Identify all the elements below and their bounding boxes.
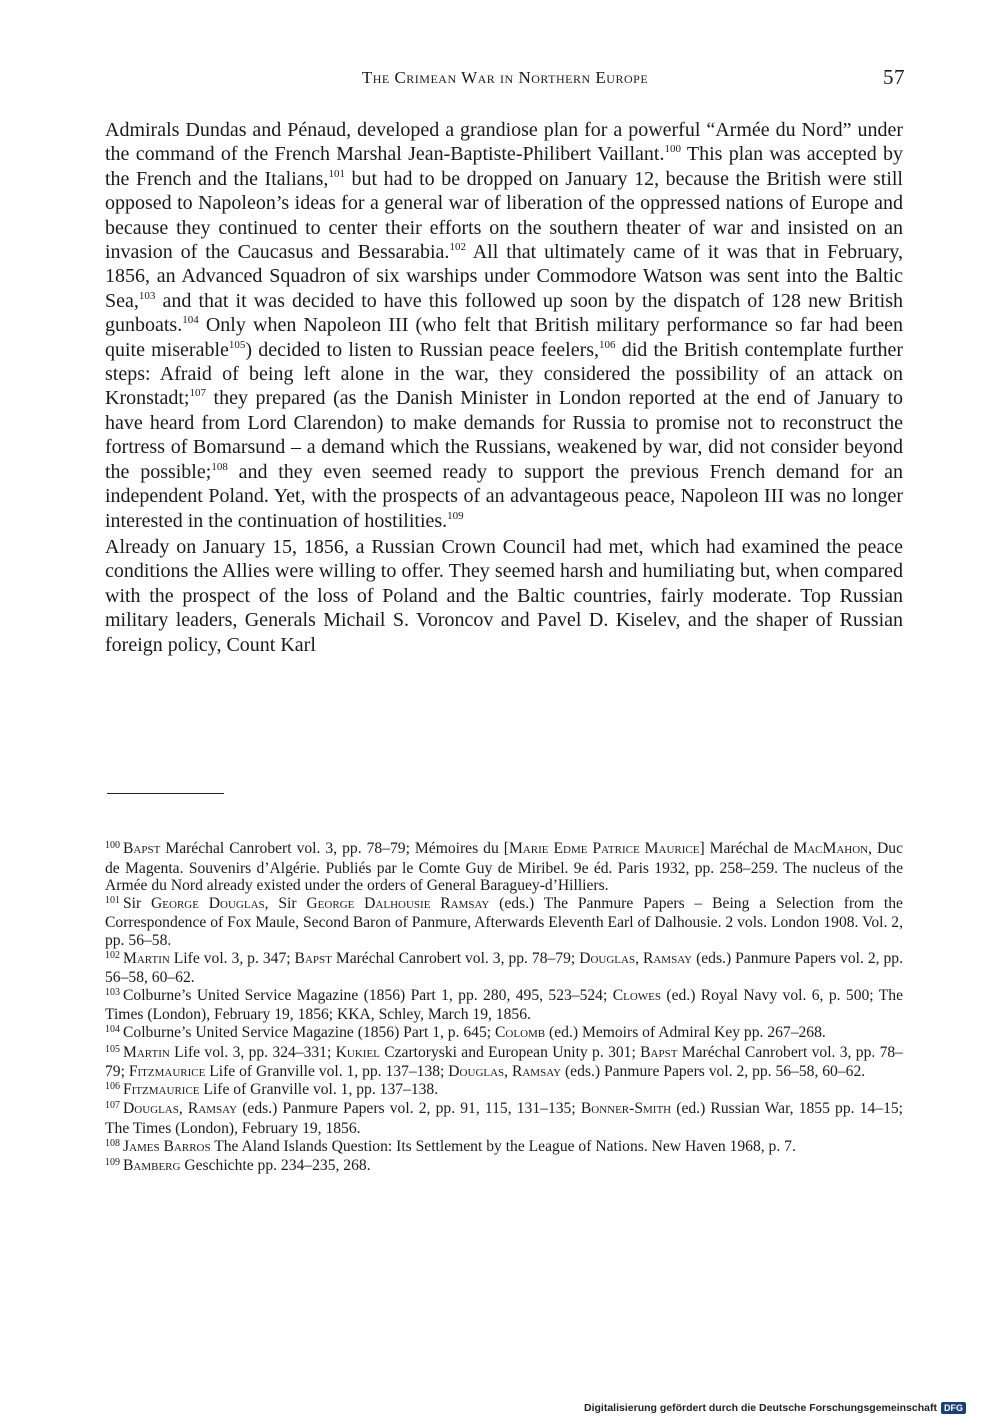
footnote-text: Geschichte pp. 234–235, 268. xyxy=(180,1157,371,1175)
footnote-number: 103 xyxy=(105,986,120,998)
author-name: Douglas, Ramsay xyxy=(579,949,693,967)
footnote xyxy=(105,1157,903,1177)
footnote-text: , Sir xyxy=(264,894,307,912)
footnote xyxy=(105,895,903,950)
footnote-number: 108 xyxy=(105,1137,120,1149)
dfg-logo: DFG xyxy=(941,1402,966,1414)
footnote-number: 105 xyxy=(105,1043,120,1055)
footnote-ref: 102 xyxy=(449,241,466,254)
paragraph xyxy=(105,118,903,533)
footnote-text: ] Maréchal de xyxy=(699,840,794,857)
footnote-text: Colburne’s United Service Magazine (1856) Part 1, pp. 280, 495, 523–524; xyxy=(123,986,613,1004)
footnote-text: , Duc de Magenta. Souvenirs d’Algérie. Publiés par le Comte Guy de Miribel. 9e éd. Paris 1932, pp. 258–259. The nucleus of the Armée du Nord already existed under the orders of General Baraguey-d’Hilliers. xyxy=(105,840,903,895)
text-run: ) decided to listen to Russian peace feelers, xyxy=(245,338,600,361)
author-name: Fitzmaurice xyxy=(128,1063,206,1081)
credit-text: Digitalisierung gefördert durch die Deutsche Forschungsgemeinschaft xyxy=(584,1402,937,1414)
footnote-ref: 101 xyxy=(328,167,345,180)
paragraph: Already on January 15, 1856, a Russian Crown Council had met, which had examined the peace conditions the Allies were willing to offer. They seemed harsh and humiliating but, when compared with the prospect of the loss of Poland and the Baltic countries, fairly moderate. Top Russian military leaders, Generals Michail S. Voroncov and Pavel D. Kiselev, and the shaper of Russian foreign policy, Count Karl xyxy=(105,535,903,656)
footnote-text: (ed.) Royal Navy vol. 6, p. 500; The Times (London), February 19, 1856; KKA, Schley, March 19, 1856. xyxy=(105,986,903,1024)
footnote-text: (ed.) Russian War, 1855 pp. 14–15; The Times (London), February 19, 1856. xyxy=(105,1100,904,1137)
text-run: but had to be dropped on January 12, because the British were still opposed to Napoleon’s ideas for a general war of liberation of the oppressed nations of Europe and because they continued to center their efforts on the southern theater of war and insisted on an invasion of the Caucasus and Bessarabia. xyxy=(105,167,903,264)
author-name: MacMahon xyxy=(793,840,869,857)
footnote-text: Life of Granville vol. 1, pp. 137–138; xyxy=(205,1063,449,1081)
author-name: Fitzmaurice xyxy=(123,1080,200,1098)
author-name: Clowes xyxy=(612,986,661,1004)
author-name: Bamberg xyxy=(123,1157,181,1175)
footnote-ref: 107 xyxy=(189,387,206,400)
footnote-number: 100 xyxy=(105,840,120,851)
footnote-number: 109 xyxy=(105,1157,120,1169)
text-run: they prepared (as the Danish Minister in London reported at the end of January to have heard from Lord Clarendon) to make demands for Russia to promise not to reconstruct the fortress of Bomarsund – a demand which the Russians, weakened by war, did not consider beyond the possible; xyxy=(105,387,903,483)
footnote-text: Colburne’s United Service Magazine (1856) Part 1, p. 645; xyxy=(123,1023,496,1041)
footnote xyxy=(105,1138,903,1158)
footnote-ref: 103 xyxy=(138,289,156,302)
footnote xyxy=(105,1081,903,1101)
footnote-number: 104 xyxy=(105,1023,120,1035)
footnote-text: The Aland Islands Question: Its Settlement by the League of Nations. New Haven 1968, p. 7. xyxy=(210,1137,796,1155)
footnote xyxy=(105,987,903,1024)
footnote-ref: 109 xyxy=(447,509,464,522)
text-run: and they even seemed ready to support the previous French demand for an independent Poland. Yet, with the prospects of an advantageous peace, Napoleon III was no longer interested in the continuation of hostilities. xyxy=(105,460,903,532)
footnote-number: 106 xyxy=(105,1080,120,1092)
footnote-text: Life vol. 3, pp. 324–331; xyxy=(169,1043,336,1061)
page-number: 57 xyxy=(883,65,905,89)
text-run: Only when Napoleon III (who felt that British military performance so far had been quite miserable xyxy=(105,314,903,361)
author-name: Douglas, Ramsay xyxy=(123,1100,238,1118)
footnote-divider xyxy=(107,793,224,794)
text-run: did the British contemplate further steps: Afraid of being left alone in the war, they considered the possibility of an attack on Kronstadt; xyxy=(105,338,903,410)
running-title: The Crimean War in Northern Europe xyxy=(361,68,649,87)
body-text xyxy=(105,118,903,657)
text-run: This plan was accepted by the French and the Italians, xyxy=(105,143,903,190)
author-name: Martin xyxy=(123,1043,170,1061)
text-run: All that ultimately came of it was that in February, 1856, an Advanced Squadron of six warships under Commodore Watson was sent into the Baltic Sea, xyxy=(105,241,904,312)
footnote-text: (eds.) Panmure Papers vol. 2, pp. 56–58, 60–62. xyxy=(105,949,904,987)
author-name: Martin xyxy=(123,949,170,967)
author-name: Marie Edme Patrice Maurice xyxy=(508,840,700,857)
footnote-text: (eds.) Panmure Papers vol. 2, pp. 91, 115, 131–135; xyxy=(237,1100,581,1118)
author-name: Kukiel xyxy=(335,1043,380,1061)
author-name: George Dalhousie Ramsay xyxy=(306,894,490,912)
author-name: George Douglas xyxy=(151,894,265,912)
footnote-text: Czartoryski and European Unity p. 301; xyxy=(379,1043,641,1061)
footnote xyxy=(105,950,903,987)
footnote-ref: 108 xyxy=(211,460,228,473)
footnote-number: 107 xyxy=(105,1100,120,1112)
footnotes xyxy=(105,840,903,1177)
text-run: and that it was decided to have this followed up soon by the dispatch of 128 new British gunboats. xyxy=(105,289,903,337)
footnote-text: Maréchal Canrobert vol. 3, pp. 78–79; Mémoires du [ xyxy=(160,840,509,857)
author-name: Douglas, Ramsay xyxy=(448,1063,562,1081)
footnote-ref: 106 xyxy=(599,338,616,351)
footnote xyxy=(105,1100,903,1137)
footnote xyxy=(105,1024,903,1044)
footnote-text: Maréchal Canrobert vol. 3, pp. 78–79; xyxy=(105,1043,903,1081)
author-name: James Barros xyxy=(123,1137,211,1155)
footnote-number: 102 xyxy=(105,949,120,961)
author-name: Bonner-Smith xyxy=(580,1100,672,1118)
footnote-text: Sir xyxy=(123,894,152,912)
footnote-ref: 105 xyxy=(228,338,246,351)
author-name: Bapst xyxy=(640,1043,678,1061)
footnote-text: Life of Granville vol. 1, pp. 137–138. xyxy=(199,1080,439,1098)
author-name: Bapst xyxy=(123,840,161,857)
footnote-text: Maréchal Canrobert vol. 3, pp. 78–79; xyxy=(331,949,580,967)
footnote xyxy=(105,1044,903,1081)
author-name: Colomb xyxy=(495,1023,546,1041)
footnote-ref: 100 xyxy=(664,143,681,156)
footnote xyxy=(105,840,903,895)
footnote-text: (ed.) Memoirs of Admiral Key pp. 267–268. xyxy=(545,1023,826,1041)
footnote-text: (eds.) Panmure Papers vol. 2, pp. 56–58, 60–62. xyxy=(561,1063,866,1081)
author-name: Bapst xyxy=(294,949,332,967)
footnote-text: (eds.) The Panmure Papers – Being a Selection from the Correspondence of Fox Maule, Second Baron of Panmure, Afterwards Eleventh Earl of Dalhousie. 2 vols. London 1908. Vol. 2, pp. 56–58. xyxy=(105,894,903,949)
footnote-ref: 104 xyxy=(182,314,199,327)
digitization-credit xyxy=(584,1402,966,1414)
footnote-text: Life vol. 3, p. 347; xyxy=(169,949,295,967)
text-run: Admirals Dundas and Pénaud, developed a grandiose plan for a powerful “Armée du Nord” under the command of the French Marshal Jean-Baptiste-Philibert Vaillant. xyxy=(105,119,903,166)
footnote-number: 101 xyxy=(105,894,120,906)
